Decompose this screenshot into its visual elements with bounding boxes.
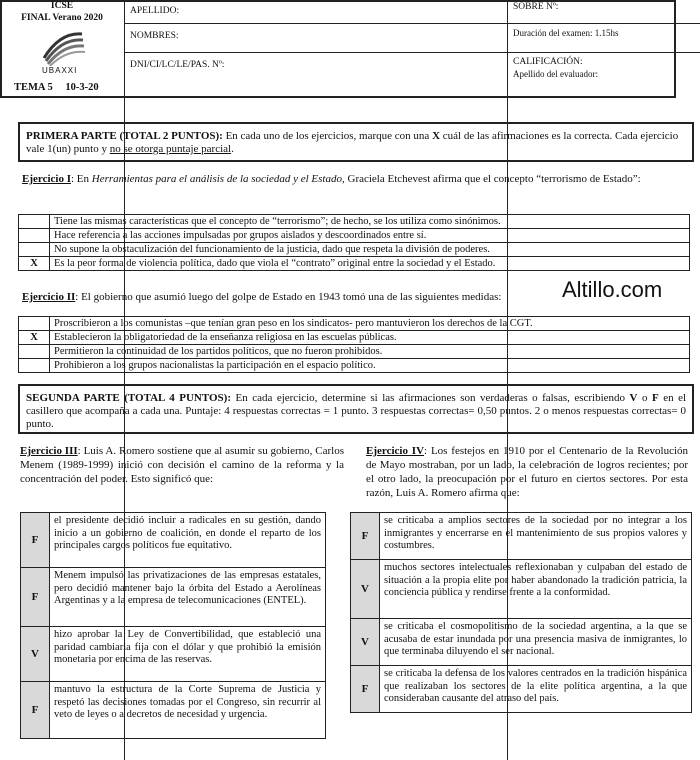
ex2-mark[interactable] [19,317,50,331]
ex2-label: Ejercicio II [22,291,76,303]
part1-text: En cada uno de los ejercicios, marque con una [222,130,433,142]
ex3-row [21,682,326,739]
ex2-text: : El gobierno que asumió luego del golpe de Estado en 1943 tomó una de las siguientes medidas: [75,291,502,303]
ex4-prompt [366,444,688,500]
ex3-table [20,512,326,739]
part2-title: SEGUNDA PARTE (TOTAL 4 PUNTOS): [26,392,231,404]
ex2-option[interactable] [19,317,690,331]
ex3-row [21,568,326,627]
ex2-mark[interactable]: X [19,331,50,345]
nombres-field[interactable]: NOMBRES: [130,31,179,41]
ex4-item-text: se criticaba a amplios sectores de la sociedad por no integrar a los inmigrantes y encerrarse en el mantenimiento de sus propios valores y costumbres. [380,513,692,560]
ex4-row [351,513,692,560]
ex4-item-text: se criticaba el cosmopolitismo de la sociedad argentina, a la que se acusaba de estar inundada por una presencia masiva de inmigrantes, lo que terminaba diluyendo el ser nacional. [380,619,692,666]
ex1-text-a: : En [70,173,92,185]
institution-label: ICSE [50,1,74,11]
ex4-table [350,512,692,713]
ubaxxi-logo [40,28,86,66]
part1-box [18,122,694,162]
ex3-answer[interactable]: F [21,682,50,739]
ex4-item-text: se criticaba la defensa de los valores centrados en la tradición hispánica que realizaban los sectores de la elite política argentina, a la que consideraban causante del atraso del país. [380,666,692,713]
duracion-label: Duración del examen: 1.15hs [513,28,619,38]
ex4-row [351,666,692,713]
date-label: 10-3-20 [65,82,99,93]
part2-o: o [637,392,652,404]
ex4-label: Ejercicio IV [366,445,425,457]
part1-x: X [432,130,441,142]
ex3-item-text: hizo aprobar la Ley de Convertibilidad, que estableció una paridad cambiaria fija con el dólar y que prohibió la emisión monetaria por encima de las reservas. [50,627,326,682]
part2-text-b: en el casillero que acompaña a cada una. Puntaje: 4 respuestas correctas = 1 punto. 3 respuestas correctas= 0,50 puntos. 2 o menos respuestas correctas= 0 punto. [26,392,687,430]
calificacion-field[interactable]: CALIFICACIÓN: [513,57,583,67]
ex4-text: : Los festejos en 1910 por el Centenario de la Revolución de Mayo mostraban, por un lado, la celebración de logros recientes; por el otro lado, la preocupación por el futuro en ciertos sectores. Por esta razón, Luis A. Romero afirma que: [366,445,689,499]
part2-f: F [651,392,659,404]
part1-text-b: cuál de las afirmaciones es la correcta. Cada ejercicio vale 1(un) punto y [26,130,679,155]
sobre-field[interactable]: SOBRE Nº: [513,2,559,12]
ex4-row [351,560,692,619]
ex4-answer[interactable]: F [351,666,380,713]
part2-text-a: En cada ejercicio, determine si las afirmaciones son verdaderas o falsas, escribiendo [231,392,630,404]
ex3-text: : Luis A. Romero sostiene que al asumir su gobierno, Carlos Menem (1989-1999) inició con decisión el camino de la reforma y la concentración del poder. Esto significó que: [20,445,344,485]
ex4-answer[interactable]: V [351,619,380,666]
ex3-row [21,513,326,568]
ex3-answer[interactable]: F [21,513,50,568]
ex3-row [21,627,326,682]
ex1-mark[interactable]: X [19,257,50,271]
tema-label: TEMA 5 [14,82,53,93]
ex3-item-text: mantuvo la estructura de la Corte Suprema de Justicia y respetó las decisiones tomadas por el Congreso, sin recurrir al veto de leyes o a decretos de necesidad y urgencia. [50,682,326,739]
ex2-mark[interactable] [19,345,50,359]
ex1-option[interactable] [19,215,690,229]
ex4-answer[interactable]: F [351,513,380,560]
ex4-row [351,619,692,666]
part1-end: . [231,143,234,155]
exam-header [0,0,676,98]
ex2-options [18,316,690,373]
evaluador-field[interactable]: Apellido del evaluador: [513,69,598,79]
ex1-mark[interactable] [19,229,50,243]
ex2-option[interactable] [19,359,690,373]
ex1-mark[interactable] [19,215,50,229]
ex3-item-text: Menem impulsó las privatizaciones de las empresas estatales, pero decidió mantener bajo la órbita del Estado a Aerolíneas Argentinas y a la empresa de telecomunicaciones (ENTEL). [50,568,326,627]
part1-title: PRIMERA PARTE (TOTAL 2 PUNTOS): [26,130,223,142]
ex2-option[interactable] [19,345,690,359]
watermark-text: Altillo.com [562,277,663,302]
ex2-option[interactable] [19,331,690,345]
ex3-answer[interactable]: V [21,627,50,682]
ex4-answer[interactable]: V [351,560,380,619]
ex1-option[interactable] [19,257,690,271]
ex1-option-text: Es la peor forma de violencia política, dado que viola el “contrato” original entre la sociedad y el Estado. [50,257,690,271]
ex2-option-text: Establecieron la obligatoriedad de la enseñanza religiosa en las escuelas públicas. [50,331,690,345]
ex1-mark[interactable] [19,243,50,257]
ex2-option-text: Proscribieron a los comunistas –que tenían gran peso en los sindicatos- pero mantuvieron los derechos de la CGT. [50,317,690,331]
ex1-label: Ejercicio I [22,173,71,185]
ex1-option[interactable] [19,243,690,257]
ex1-book: Herramientas para el análisis de la sociedad y el Estado [91,173,342,185]
ex3-item-text: el presidente decidió incluir a radicales en su gestión, dando inicio a un gobierno de coalición, en donde el reparto de los principales cargos políticos fue equitativo. [50,513,326,568]
ex2-option-text: Prohibieron a los grupos nacionalistas la participación en el espacio político. [50,359,690,373]
ex3-answer[interactable]: F [21,568,50,627]
ex3-prompt [20,444,344,486]
ex1-option-text: No supone la obstaculización del funcionamiento de la justicia, dado que respeta la división de poderes. [50,243,690,257]
ex1-prompt [22,172,690,186]
part1-no-parcial: no se otorga puntaje parcial [109,143,232,155]
ex2-prompt [22,290,562,304]
apellido-field[interactable]: APELLIDO: [130,6,180,16]
ex1-option-text: Tiene las mismas características que el concepto de “terrorismo”; de hecho, se los utiliza como sinónimos. [50,215,690,229]
logo-text: UBAXXI [42,66,78,75]
part2-box [18,384,694,434]
ex1-option-text: Hace referencia a las acciones impulsadas por grupos aislados y descoordinados entre sí. [50,229,690,243]
ex4-item-text: muchos sectores intelectuales reflexionaban y culpaban del estado de situación a la propia elite por haber abandonado la tradición patricia, la conciencia pública y rendirse frente a la conformidad. [380,560,692,619]
ex1-text-b: , Graciela Etchevest afirma que el concepto “terrorismo de Estado”: [342,173,641,185]
exam-label: FINAL Verano 2020 [21,13,103,23]
ex1-option[interactable] [19,229,690,243]
ex3-label: Ejercicio III [20,445,78,457]
part2-v: V [629,392,638,404]
dni-field[interactable]: DNI/CI/LC/LE/PAS. Nº: [130,60,225,70]
ex2-option-text: Permitieron la continuidad de los partidos políticos, que no fueron prohibidos. [50,345,690,359]
ex1-options [18,214,690,271]
ex2-mark[interactable] [19,359,50,373]
